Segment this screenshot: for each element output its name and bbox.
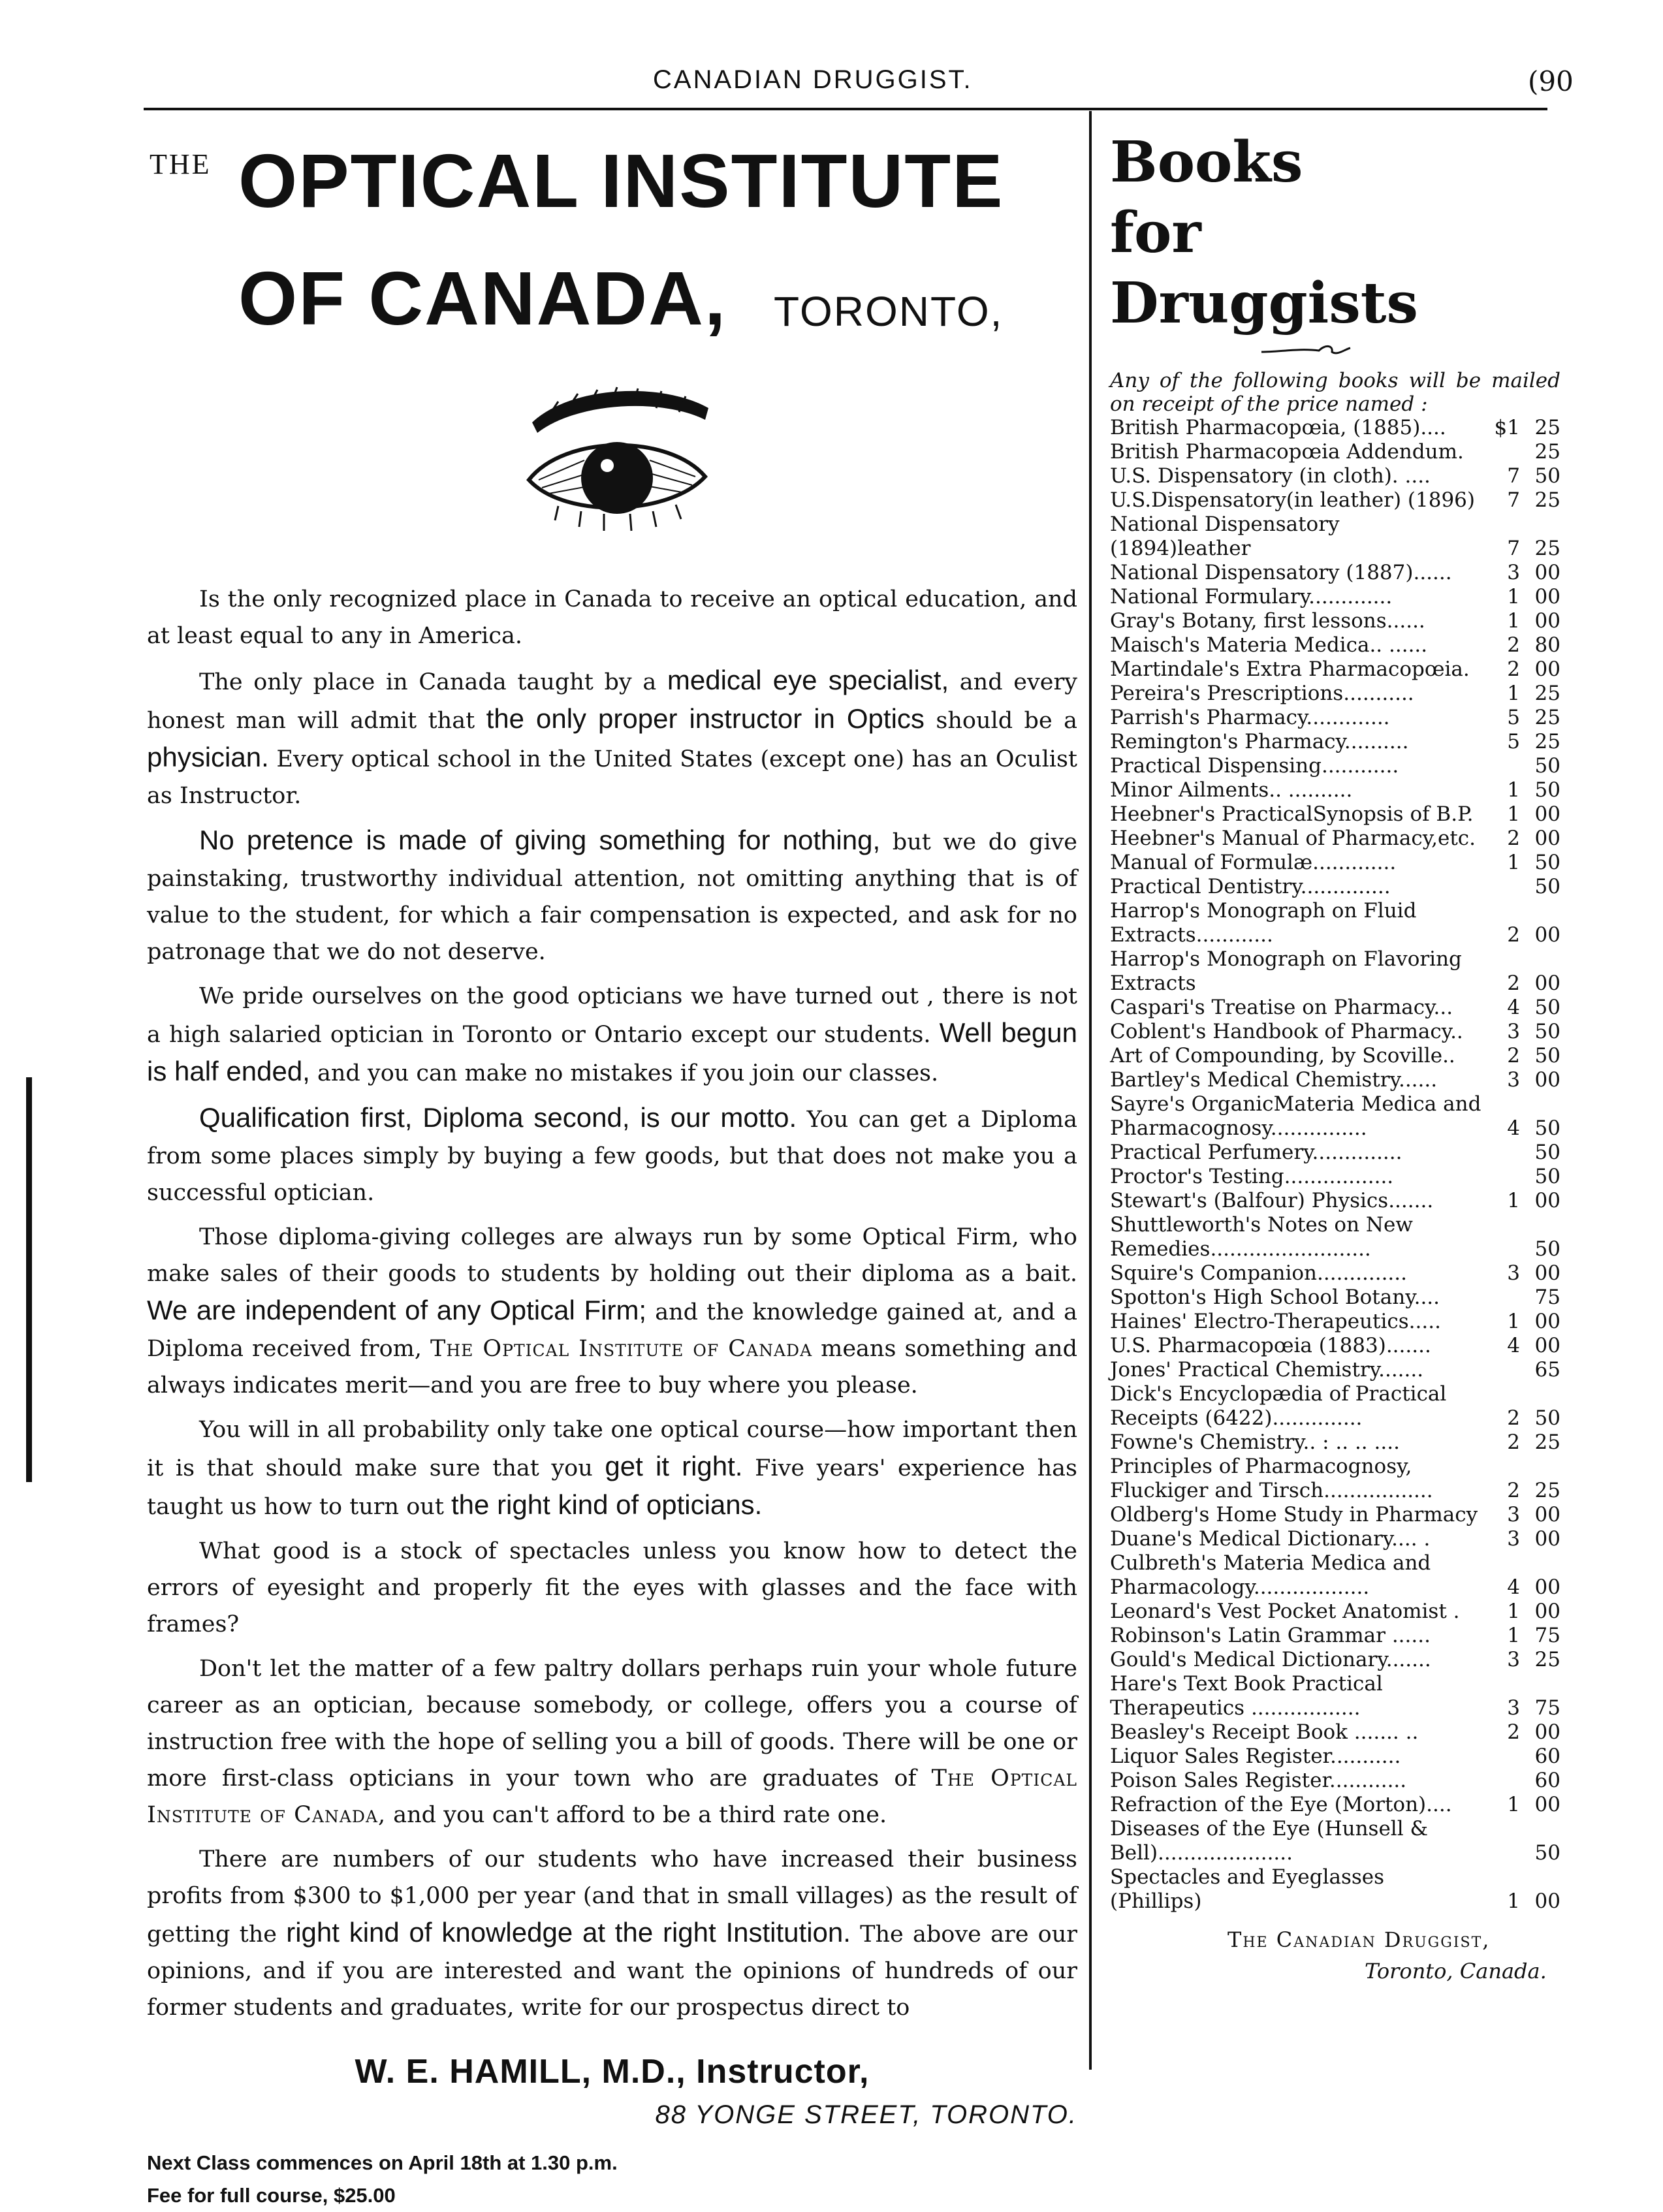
book-price-cents: 00	[1534, 657, 1560, 681]
ad-paragraph	[147, 581, 1077, 654]
class-note	[147, 2147, 1077, 2212]
ad-title-city: TORONTO,	[774, 288, 1004, 335]
book-price-cents: 50	[1534, 754, 1560, 778]
book-title: Liquor Sales Register...........	[1110, 1745, 1401, 1768]
book-price-cents: 25	[1534, 1430, 1560, 1454]
flourish-ornament	[1260, 343, 1560, 361]
book-item	[1110, 1044, 1560, 1068]
book-title: Manual of Formulæ.............	[1110, 851, 1397, 874]
book-price-cents: 25	[1534, 416, 1560, 439]
book-price-dollars: 4	[1507, 1575, 1520, 1599]
book-item	[1110, 1068, 1560, 1092]
ad-paragraph	[147, 1412, 1077, 1525]
book-price-cents: 50	[1534, 1044, 1560, 1067]
book-title: Proctor's Testing.................	[1110, 1165, 1394, 1188]
ad-emphasis: medical eye specialist,	[667, 665, 949, 695]
book-price-dollars: 2	[1507, 657, 1520, 681]
books-heading-line-3: Druggists	[1110, 270, 1418, 336]
book-price-dollars: 2	[1507, 827, 1520, 850]
book-title: British Pharmacopœia Addendum.	[1110, 440, 1464, 464]
book-price-dollars: 1	[1507, 1189, 1520, 1212]
book-price-dollars: 3	[1507, 1696, 1520, 1720]
book-price-dollars: 3	[1507, 1503, 1520, 1526]
column-divider	[1089, 111, 1092, 2070]
book-price-dollars: 7	[1507, 464, 1520, 488]
top-rule	[144, 108, 1547, 110]
book-item	[1110, 1261, 1560, 1286]
book-item	[1110, 633, 1560, 657]
book-price-cents: 00	[1534, 802, 1560, 826]
book-title: Oldberg's Home Study in Pharmacy	[1110, 1503, 1478, 1526]
book-price-cents: 00	[1534, 1575, 1560, 1599]
book-item	[1110, 875, 1560, 899]
book-price-cents: 00	[1534, 609, 1560, 633]
book-title: Parrish's Pharmacy.............	[1110, 706, 1390, 729]
book-price-dollars: 3	[1507, 1527, 1520, 1551]
book-title: Dick's Encyclopædia of Practical Receipts (6422)..............	[1110, 1382, 1447, 1430]
ad-paragraph	[147, 1219, 1077, 1404]
books-heading-line-2: for	[1110, 200, 1201, 266]
book-price-cents: 60	[1534, 1769, 1560, 1792]
book-price-cents: 00	[1534, 1889, 1560, 1913]
book-price-dollars: 1	[1507, 1793, 1520, 1816]
ad-text: Five years' experience has taught us how to turn out	[147, 1455, 1077, 1520]
book-title: Pereira's Prescriptions...........	[1110, 682, 1414, 705]
running-title: CANADIAN DRUGGIST.	[653, 65, 973, 94]
book-price-dollars: 2	[1507, 1430, 1520, 1454]
book-price-cents: 50	[1534, 875, 1560, 898]
book-title: Diseases of the Eye (Hunsell & Bell).....................	[1110, 1817, 1429, 1865]
ad-text: and the knowledge gained at, and a Diploma received from,	[147, 1299, 1077, 1362]
ad-emphasis: right kind of knowledge at the right Institution.	[286, 1917, 851, 1948]
book-title: National Dispensatory (1887)......	[1110, 561, 1452, 584]
book-item	[1110, 1165, 1560, 1189]
ad-text: The above are our opinions, and if you are interested and want the opinions of hundreds of our former students and graduates, write for our prospectus direct to	[147, 1921, 1077, 2021]
book-item	[1110, 1745, 1560, 1769]
book-title: National Formulary.............	[1110, 585, 1393, 608]
book-price-cents: 50	[1534, 1237, 1560, 1261]
book-title: Remington's Pharmacy..........	[1110, 730, 1409, 753]
book-price-cents: 25	[1534, 1648, 1560, 1671]
book-item	[1110, 1189, 1560, 1213]
next-class-line: Next Class commences on April 18th at 1.30 p.m.	[147, 2151, 618, 2174]
ad-emphasis: get it right.	[605, 1451, 743, 1481]
book-item	[1110, 1310, 1560, 1334]
publisher-name: The Canadian Druggist,	[1227, 1927, 1491, 1952]
ad-paragraph	[147, 1841, 1077, 2026]
book-title: Sayre's OrganicMateria Medica and Pharmacognosy...............	[1110, 1092, 1481, 1140]
book-price-cents: 00	[1534, 1310, 1560, 1333]
instructor-signature: W. E. HAMILL, M.D., Instructor,	[355, 2053, 870, 2091]
book-price-cents: 80	[1534, 633, 1560, 657]
book-price-dollars: 1	[1507, 1600, 1520, 1623]
ad-institute-name: The Optical Institute of Canada	[430, 1336, 813, 1362]
book-price-dollars: 2	[1507, 972, 1520, 995]
book-price-dollars: 1	[1507, 778, 1520, 802]
ad-text: but we do give painstaking, trustworthy individual attention, not omitting anything that is of value to the student, for which a fair compensation is expected, and ask for no patronage that we do not deserve.	[147, 829, 1078, 965]
ad-title-line-2: OF CANADA,	[238, 256, 727, 341]
book-price-cents: 00	[1534, 1334, 1560, 1357]
book-price-dollars: 2	[1507, 1044, 1520, 1067]
book-item	[1110, 1382, 1560, 1430]
book-title: Shuttleworth's Notes on New Remedies.........................	[1110, 1213, 1413, 1261]
book-price-cents: 00	[1534, 561, 1560, 584]
book-price-dollars: 1	[1507, 682, 1520, 705]
book-title: U.S. Pharmacopœia (1883).......	[1110, 1334, 1431, 1357]
book-item	[1110, 1286, 1560, 1310]
book-title: National Dispensatory (1894)leather	[1110, 513, 1340, 560]
ad-text: and you can't afford to be a third rate one.	[386, 1802, 887, 1828]
ad-text: Every optical school in the United States (except one) has an Oculist as Instructor.	[147, 746, 1077, 809]
ad-text: Those diploma-giving colleges are always run by some Optical Firm, who make sales of their goods to students by holding out their diploma as a bait.	[147, 1224, 1077, 1287]
book-item	[1110, 440, 1560, 464]
book-item	[1110, 1769, 1560, 1793]
book-title: Practical Dentistry..............	[1110, 875, 1391, 898]
ad-text: and every honest man will admit that	[147, 669, 1077, 734]
book-item	[1110, 1358, 1560, 1382]
book-price-cents: 75	[1534, 1696, 1560, 1720]
book-item	[1110, 1793, 1560, 1817]
page-number: (90	[1528, 65, 1574, 97]
book-title: Robinson's Latin Grammar ......	[1110, 1624, 1431, 1647]
book-price-dollars: 5	[1507, 706, 1520, 729]
book-title: Gray's Botany, first lessons......	[1110, 609, 1425, 633]
book-item	[1110, 730, 1560, 754]
book-price-dollars: 1	[1507, 1889, 1520, 1913]
book-title: Art of Compounding, by Scoville..	[1110, 1044, 1455, 1067]
ad-paragraph	[147, 822, 1077, 970]
book-price-dollars: 7	[1507, 488, 1520, 512]
book-price-cents: 00	[1534, 1720, 1560, 1744]
book-price-cents: 25	[1534, 537, 1560, 560]
books-for-druggists	[1110, 127, 1560, 1987]
book-price-dollars: 1	[1507, 609, 1520, 633]
ad-body	[147, 581, 1077, 2026]
book-price-cents: 60	[1534, 1745, 1560, 1768]
book-item	[1110, 1334, 1560, 1358]
book-title: Spectacles and Eyeglasses (Phillips)	[1110, 1865, 1385, 1913]
book-item	[1110, 1551, 1560, 1600]
book-title: Hare's Text Book Practical Therapeutics .................	[1110, 1672, 1383, 1720]
book-item	[1110, 1672, 1560, 1720]
books-intro: Any of the following books will be mailed on receipt of the price named :	[1110, 369, 1560, 416]
book-price-dollars: 4	[1507, 996, 1520, 1019]
book-price-dollars: 3	[1507, 1020, 1520, 1043]
book-price-cents: 75	[1534, 1624, 1560, 1647]
book-price-cents: 50	[1534, 778, 1560, 802]
ad-paragraph	[147, 978, 1077, 1092]
book-title: Leonard's Vest Pocket Anatomist .	[1110, 1600, 1460, 1623]
ad-paragraph	[147, 1533, 1077, 1643]
book-price-dollars: 4	[1507, 1116, 1520, 1140]
margin-scan-mark	[26, 1077, 32, 1482]
book-price-cents: 65	[1534, 1358, 1560, 1382]
book-price-dollars: 2	[1507, 1720, 1520, 1744]
book-title: Heebner's PracticalSynopsis of B.P.	[1110, 802, 1474, 826]
book-item	[1110, 947, 1560, 996]
ad-text: There are numbers of our students who have increased their business profits from $300 to $1,000 per year (and that in small villages) as the result of getting the	[147, 1846, 1077, 1948]
book-price-cents: 25	[1534, 730, 1560, 753]
ad-emphasis: Well begun is half ended,	[147, 1017, 1078, 1086]
flourish-icon	[1260, 343, 1352, 358]
ad-paragraph	[147, 1651, 1077, 1833]
ad-title-line-1: OPTICAL INSTITUTE	[238, 138, 1004, 223]
ad-text: means something and always indicates merit—and you are free to buy where you please.	[147, 1336, 1077, 1398]
book-price-cents: 50	[1534, 1406, 1560, 1430]
book-price-cents: 50	[1534, 1841, 1560, 1865]
book-title: Caspari's Treatise on Pharmacy...	[1110, 996, 1453, 1019]
publisher-signature	[1110, 1924, 1560, 1987]
book-price-cents: 25	[1534, 488, 1560, 512]
book-item	[1110, 1817, 1560, 1865]
optical-institute-advertisement	[147, 131, 1077, 2212]
ad-emphasis: No pretence is made of giving something for nothing,	[199, 825, 881, 855]
book-item	[1110, 585, 1560, 609]
book-title: Gould's Medical Dictionary.......	[1110, 1648, 1431, 1671]
book-price-dollars: 3	[1507, 561, 1520, 584]
book-price-cents: 00	[1534, 1068, 1560, 1092]
ad-institute-name: The Optical Institute of Canada,	[147, 1765, 1078, 1828]
book-item	[1110, 1600, 1560, 1624]
book-title: Coblent's Handbook of Pharmacy..	[1110, 1020, 1463, 1043]
book-item	[1110, 778, 1560, 802]
eye-illustration	[147, 382, 1077, 542]
book-title: Poison Sales Register............	[1110, 1769, 1407, 1792]
book-price-dollars: 5	[1507, 730, 1520, 753]
book-item	[1110, 488, 1560, 513]
book-item	[1110, 416, 1560, 440]
book-title: Practical Dispensing............	[1110, 754, 1399, 778]
ad-title-article: THE	[150, 148, 212, 180]
book-price-cents: 00	[1534, 1600, 1560, 1623]
book-price-dollars: 1	[1507, 1310, 1520, 1333]
ad-text: Is the only recognized place in Canada to receive an optical education, and at least equal to any in America.	[147, 586, 1077, 649]
ad-text: What good is a stock of spectacles unless you know how to detect the errors of eyesight and properly fit the eyes with glasses and the face with frames?	[147, 1538, 1077, 1637]
book-title: Principles of Pharmacognosy, Fluckiger and Tirsch.................	[1110, 1455, 1433, 1502]
book-price-cents: 75	[1534, 1286, 1560, 1309]
book-title: Martindale's Extra Pharmacopœia.	[1110, 657, 1470, 681]
book-item	[1110, 1648, 1560, 1672]
book-price-dollars: 3	[1507, 1261, 1520, 1285]
book-item	[1110, 1720, 1560, 1745]
book-item	[1110, 1624, 1560, 1648]
book-title: Minor Ailments.. ..........	[1110, 778, 1353, 802]
book-title: Spotton's High School Botany....	[1110, 1286, 1440, 1309]
book-item	[1110, 1865, 1560, 1914]
book-price-cents: 50	[1534, 1116, 1560, 1140]
book-price-dollars: 2	[1507, 1406, 1520, 1430]
ad-text: Don't let the matter of a few paltry dollars perhaps ruin your whole future career as an optician, because somebody, or college, offers you a course of instruction free with the hope of selling you a bill of goods. There will be one or more first-class opticians in your town who are graduates of	[147, 1656, 1077, 1792]
book-item	[1110, 1430, 1560, 1455]
ad-emphasis: the right kind of opticians.	[451, 1489, 763, 1520]
book-item	[1110, 513, 1560, 561]
book-price-cents: 25	[1534, 706, 1560, 729]
ad-text: We pride ourselves on the good opticians we have turned out , there is not a high salaried optician in Toronto or Ontario except our students.	[147, 983, 1077, 1048]
book-title: Harrop's Monograph on Flavoring Extracts	[1110, 947, 1462, 995]
ad-emphasis: physician.	[147, 742, 269, 772]
book-price-cents: 50	[1534, 1020, 1560, 1043]
book-list	[1110, 416, 1560, 1914]
institute-address: 88 YONGE STREET, TORONTO.	[655, 2100, 1077, 2129]
book-price-cents: 00	[1534, 1261, 1560, 1285]
book-price-cents: 00	[1534, 1527, 1560, 1551]
book-title: Stewart's (Balfour) Physics.......	[1110, 1189, 1434, 1212]
ad-emphasis: the only proper instructor in Optics	[486, 703, 925, 734]
book-price-dollars: 2	[1507, 633, 1520, 657]
ad-paragraph	[147, 1099, 1077, 1211]
book-price-cents: 25	[1534, 440, 1560, 464]
book-title: Harrop's Monograph on Fluid Extracts............	[1110, 899, 1417, 947]
ad-title-row-1	[147, 131, 1077, 255]
book-price-cents: 00	[1534, 585, 1560, 608]
book-item	[1110, 1527, 1560, 1551]
book-item	[1110, 1503, 1560, 1527]
book-price-cents: 50	[1534, 464, 1560, 488]
ad-text: and you can make no mistakes if you join our classes.	[309, 1060, 939, 1086]
book-price-dollars: 4	[1507, 1334, 1520, 1357]
book-title: Beasley's Receipt Book ....... ..	[1110, 1720, 1419, 1744]
ad-title-row-2	[147, 255, 1077, 382]
book-price-dollars: 2	[1507, 923, 1520, 947]
book-price-dollars: $1	[1494, 416, 1520, 439]
book-title: Bartley's Medical Chemistry......	[1110, 1068, 1438, 1092]
book-price-dollars: 1	[1507, 585, 1520, 608]
book-title: Heebner's Manual of Pharmacy,etc.	[1110, 827, 1476, 850]
eye-icon	[519, 382, 715, 535]
book-item	[1110, 706, 1560, 730]
book-title: Refraction of the Eye (Morton)....	[1110, 1793, 1452, 1816]
book-item	[1110, 899, 1560, 947]
book-price-dollars: 1	[1507, 1624, 1520, 1647]
ad-text: The only place in Canada taught by a	[199, 669, 667, 695]
book-price-cents: 50	[1534, 1141, 1560, 1164]
book-title: British Pharmacopœia, (1885)....	[1110, 416, 1446, 439]
book-price-cents: 50	[1534, 851, 1560, 874]
book-price-cents: 50	[1534, 1165, 1560, 1188]
book-item	[1110, 1141, 1560, 1165]
book-item	[1110, 1455, 1560, 1503]
book-price-cents: 50	[1534, 996, 1560, 1019]
book-item	[1110, 827, 1560, 851]
book-price-dollars: 3	[1507, 1648, 1520, 1671]
book-price-cents: 00	[1534, 1793, 1560, 1816]
ad-emphasis: We are independent of any Optical Firm;	[147, 1295, 647, 1325]
book-title: Maisch's Materia Medica.. ......	[1110, 633, 1428, 657]
book-item	[1110, 1092, 1560, 1141]
book-item	[1110, 609, 1560, 633]
book-price-dollars: 2	[1507, 1479, 1520, 1502]
book-title: Jones' Practical Chemistry.......	[1110, 1358, 1424, 1382]
book-title: Haines' Electro-Therapeutics.....	[1110, 1310, 1441, 1333]
book-title: Practical Perfumery..............	[1110, 1141, 1402, 1164]
book-price-cents: 25	[1534, 1479, 1560, 1502]
book-price-cents: 00	[1534, 923, 1560, 947]
book-price-cents: 00	[1534, 1189, 1560, 1212]
book-title: Culbreth's Materia Medica and Pharmacology..................	[1110, 1551, 1431, 1599]
book-price-cents: 00	[1534, 827, 1560, 850]
book-title: Duane's Medical Dictionary.... .	[1110, 1527, 1431, 1551]
ad-paragraph	[147, 662, 1077, 814]
book-price-cents: 00	[1534, 1503, 1560, 1526]
book-item	[1110, 802, 1560, 827]
book-title: Squire's Companion..............	[1110, 1261, 1407, 1285]
book-item	[1110, 561, 1560, 585]
book-item	[1110, 657, 1560, 682]
book-item	[1110, 1020, 1560, 1044]
ad-text: You will in all probability only take one optical course—how important then it is that should make sure that you	[147, 1417, 1077, 1481]
fee-line: Fee for full course, $25.00	[147, 2184, 396, 2207]
books-heading-line-1: Books	[1110, 129, 1303, 195]
ad-text: should be a	[924, 708, 1078, 734]
book-item	[1110, 464, 1560, 488]
publisher-city: Toronto, Canada.	[1365, 1959, 1547, 1983]
ad-text: You can get a Diploma from some places simply by buying a few goods, but that does not make you a successful optician.	[147, 1107, 1077, 1206]
ad-emphasis: Qualification first, Diploma second, is our motto.	[199, 1102, 797, 1133]
book-price-cents: 00	[1534, 972, 1560, 995]
book-item	[1110, 1213, 1560, 1261]
book-price-dollars: 3	[1507, 1068, 1520, 1092]
book-price-dollars: 7	[1507, 537, 1520, 560]
book-item	[1110, 754, 1560, 778]
book-title: U.S.Dispensatory(in leather) (1896)	[1110, 488, 1475, 512]
book-price-dollars: 1	[1507, 851, 1520, 874]
book-item	[1110, 682, 1560, 706]
book-price-dollars: 1	[1507, 802, 1520, 826]
book-title: U.S. Dispensatory (in cloth). ....	[1110, 464, 1431, 488]
book-title: Fowne's Chemistry.. : .. .. ....	[1110, 1430, 1400, 1454]
book-item	[1110, 851, 1560, 875]
book-item	[1110, 996, 1560, 1020]
books-heading	[1110, 127, 1560, 339]
book-price-cents: 25	[1534, 682, 1560, 705]
